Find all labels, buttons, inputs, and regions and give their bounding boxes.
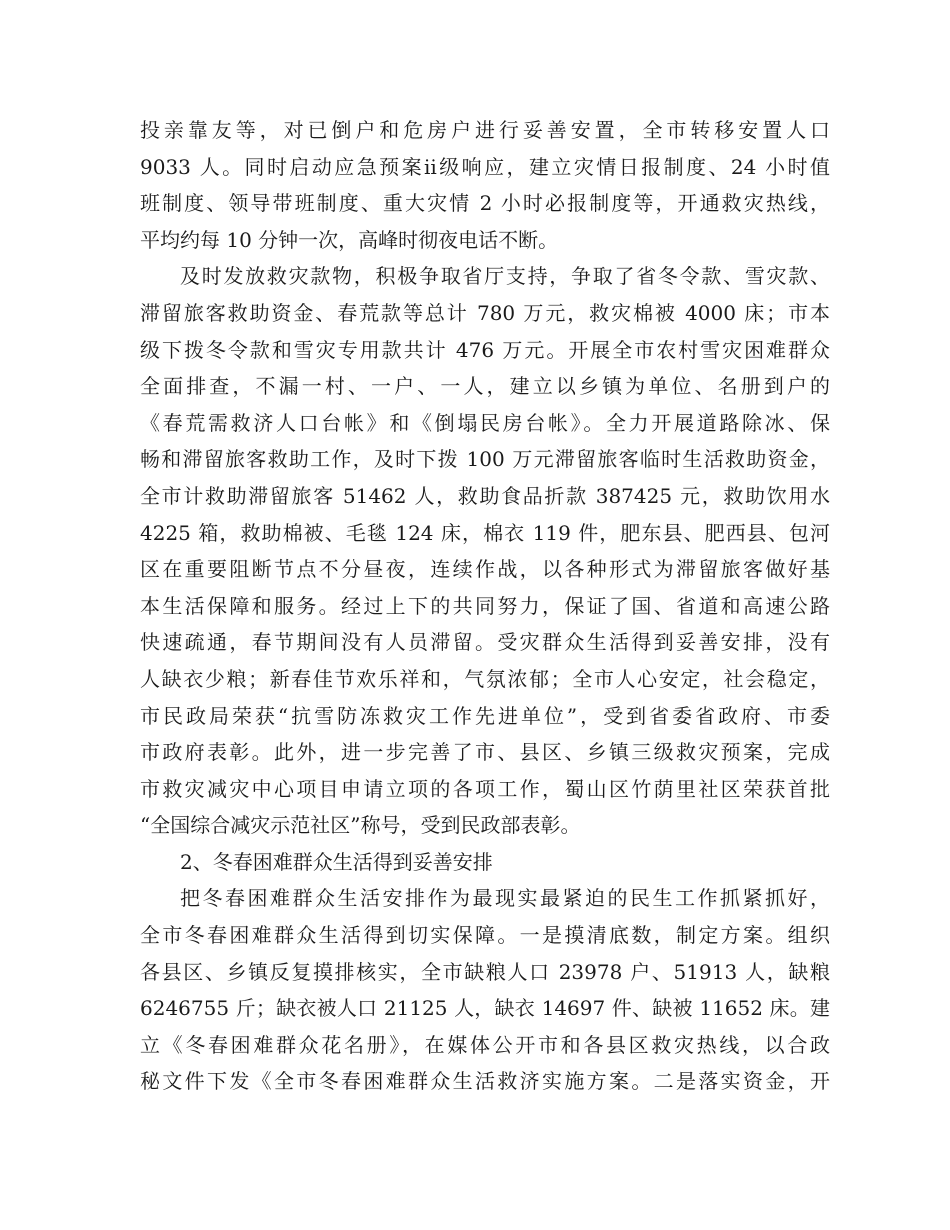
section-heading: 2、冬春困难群众生活得到妥善安排 [180, 849, 493, 874]
paragraph-start-line: 及时发放救灾款物，积极争取省厅支持，争取了省冬令款、雪灾款、 [180, 264, 830, 289]
text-line: 4225 箱，救助棉被、毛毯 124 床，棉衣 119 件，肥东县、肥西县、包河 [140, 520, 830, 545]
text-line: 市救灾减灾中心项目申请立项的各项工作，蜀山区竹荫里社区荣获首批 [140, 776, 830, 801]
text-line: 各县区、乡镇反复摸排核实，全市缺粮人口 23978 户、51913 人，缺粮 [140, 959, 830, 984]
text-line: 投亲靠友等，对已倒户和危房户进行妥善安置，全市转移安置人口 [140, 118, 830, 142]
text-line: 快速疏通，春节期间没有人员滞留。受灾群众生活得到妥善安排，没有 [140, 630, 830, 655]
text-line: 平均约每 10 分钟一次，高峰时彻夜电话不断。 [140, 227, 559, 252]
text-line: 人缺衣少粮；新春佳节欢乐祥和，气氛浓郁；全市人心安定，社会稳定， [140, 666, 830, 691]
text-line: 市政府表彰。此外，进一步完善了市、县区、乡镇三级救灾预案，完成 [140, 740, 830, 765]
text-line: 秘文件下发《全市冬春困难群众生活救济实施方案。二是落实资金，开 [140, 1069, 830, 1094]
text-line: 全市计救助滞留旅客 51462 人，救助食品折款 387425 元，救助饮用水 [140, 483, 830, 508]
text-line: “全国综合减灾示范社区”称号，受到民政部表彰。 [140, 813, 581, 838]
text-line: 畅和滞留旅客救助工作，及时下拨 100 万元滞留旅客临时生活救助资金， [140, 447, 830, 472]
text-line: 本生活保障和服务。经过上下的共同努力，保证了国、省道和高速公路 [140, 593, 830, 618]
text-line: 级下拨冬令款和雪灾专用款共计 476 万元。开展全市农村雪灾困难群众 [140, 337, 830, 362]
paragraph-start-line: 把冬春困难群众生活安排作为最现实最紧迫的民生工作抓紧抓好， [180, 886, 830, 911]
body-text [140, 112, 830, 1100]
text-line: 全市冬春困难群众生活得到切实保障。一是摸清底数，制定方案。组织 [140, 923, 830, 948]
text-line: 区在重要阻断节点不分昼夜，连续作战，以各种形式为滞留旅客做好基 [140, 557, 830, 582]
text-line: 6246755 斤；缺衣被人口 21125 人，缺衣 14697 件、缺被 11652 床。建 [140, 996, 830, 1021]
text-line: 全面排查，不漏一村、一户、一人，建立以乡镇为单位、名册到户的 [140, 374, 830, 399]
text-line: 立《冬春困难群众花名册》，在媒体公开市和各县区救灾热线，以合政 [140, 1032, 830, 1057]
text-line: 9033 人。同时启动应急预案ⅱ级响应，建立灾情日报制度、24 小时值 [140, 154, 830, 179]
text-line: 滞留旅客救助资金、春荒款等总计 780 万元，救灾棉被 4000 床；市本 [140, 300, 830, 325]
text-line: 《春荒需救济人口台帐》和《倒塌民房台帐》。全力开展道路除冰、保 [140, 410, 830, 435]
text-line: 班制度、领导带班制度、重大灾情 2 小时必报制度等，开通救灾热线， [140, 191, 830, 216]
text-line: 市民政局荣获“抗雪防冻救灾工作先进单位”，受到省委省政府、市委 [140, 703, 830, 728]
